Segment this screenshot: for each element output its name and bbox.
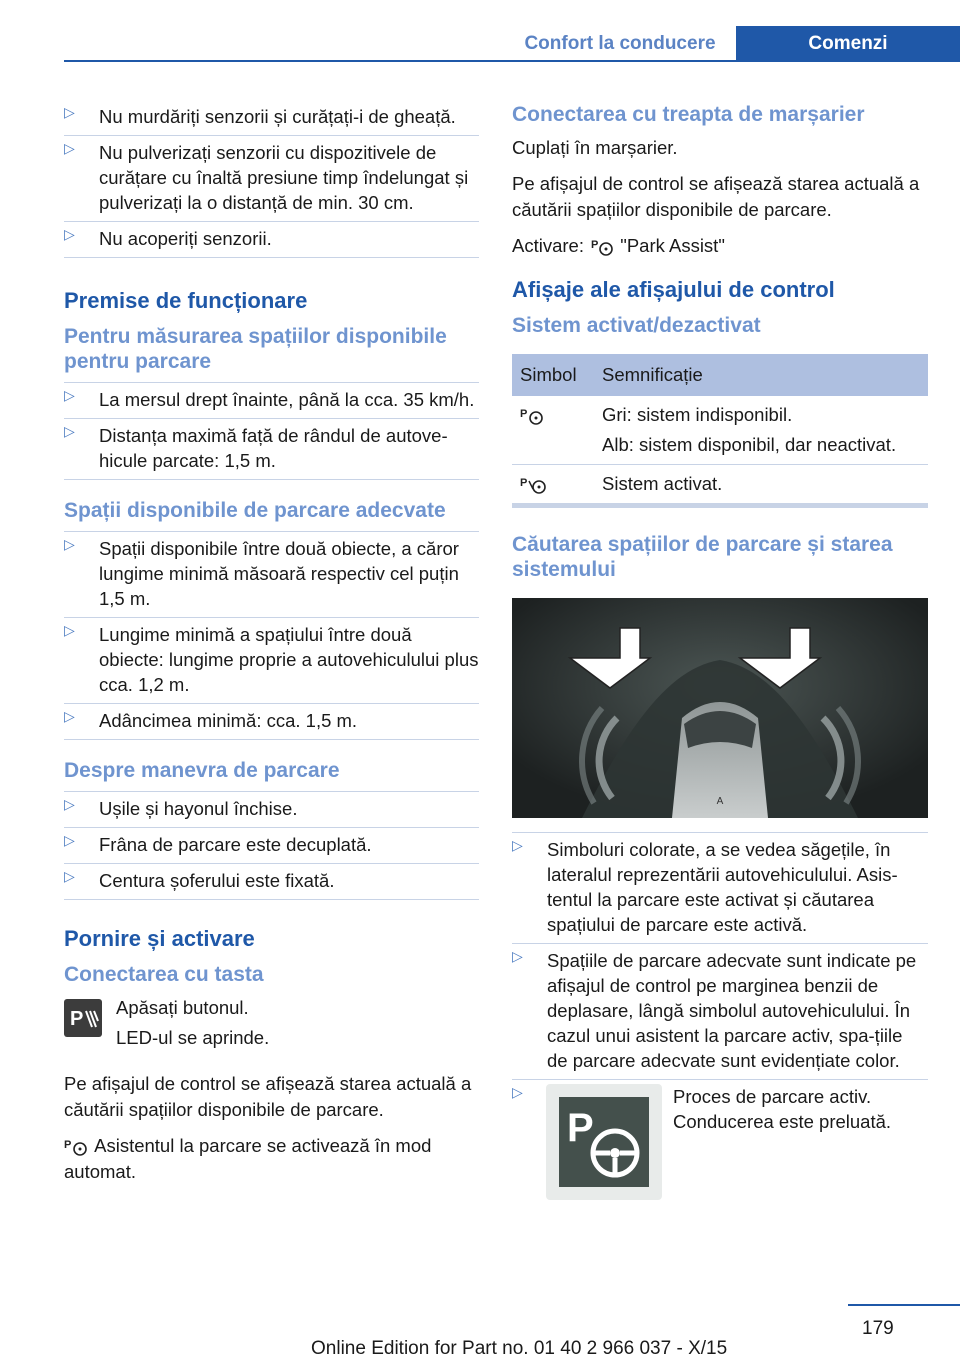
list-item: ▷ Ușile și hayonul închise.	[64, 792, 479, 828]
control-display-image	[512, 598, 928, 818]
list-item: ▷ Nu murdăriți senzorii și curățați-i de gheață.	[64, 100, 479, 136]
heading-masurare: Pentru măsurarea spațiilor disponibile pentru parcare	[64, 325, 447, 373]
list-item: ▷ Spații disponibile între două obiecte, a căror lungime minimă măsoară respectiv cel puțin 1,5 m.	[64, 532, 479, 618]
list-item: ▷ Nu acoperiți senzorii.	[64, 222, 479, 258]
triangle-right-icon: ▷	[512, 1084, 523, 1101]
table-bottom-rule	[512, 504, 928, 508]
para-activare: Activare: P "Park Assist"	[512, 235, 725, 256]
heading-cautarea: Căutarea spațiilor de parcare și starea sistemului	[512, 533, 893, 582]
svg-text:P: P	[64, 1139, 72, 1152]
list-item: ▷ Nu pulverizați senzorii cu dispozitivele de curățare cu înaltă presiune timp îndelungat și pulverizați la o distanță de min. 30 cm.	[64, 136, 479, 222]
para-asistent: P Asistentul la parcare se activează în mod automat.	[64, 1135, 432, 1182]
table-row	[512, 396, 928, 465]
status-list	[512, 832, 928, 1230]
svg-text:P: P	[520, 477, 528, 490]
park-assist-icon	[589, 237, 615, 257]
heading-tasta: Conectarea cu tasta	[64, 963, 264, 986]
svg-text:P: P	[70, 1008, 84, 1030]
list-item: ▷ Distanța maximă față de rândul de autove‐hicule parcate: 1,5 m.	[64, 419, 479, 480]
list-item: ▷ La mersul drept înainte, până la cca. 35 km/h.	[64, 383, 479, 419]
edition-label: Online Edition for Part no. 01 40 2 966 037 - X/15	[311, 1338, 728, 1359]
triangle-right-icon: ▷	[64, 832, 75, 848]
page-header	[0, 0, 960, 62]
list-item: ▷ Lungime minimă a spațiului între două obiecte: lungime proprie a autovehiculului plus cca. 1,2 m.	[64, 618, 479, 704]
table-header-simbol: Simbol	[512, 354, 594, 396]
header-chapter-tab[interactable]: Comenzi	[736, 26, 960, 62]
triangle-right-icon: ▷	[64, 140, 75, 156]
heading-manevra: Despre manevra de parcare	[64, 759, 340, 782]
spaces-list	[64, 531, 479, 740]
heading-afisaje: Afișaje ale afișajului de control	[512, 277, 835, 302]
para-afisaj: Pe afișajul de control se afișează starea actuală a căutării spațiilor disponibile de parcare.	[64, 1073, 472, 1120]
park-assist-icon	[520, 406, 546, 426]
heading-treapta: Conectarea cu treapta de marșarier	[512, 103, 865, 126]
button-instruction	[64, 995, 479, 1053]
table-row	[512, 465, 928, 504]
sensor-care-list	[64, 100, 479, 258]
parking-active-line1: Proces de parcare activ.	[673, 1086, 872, 1108]
svg-text:P: P	[591, 239, 599, 252]
maneuver-list	[64, 791, 479, 900]
list-item: ▷ Adâncimea minimă: cca. 1,5 m.	[64, 704, 479, 740]
para-cuplati: Cuplați în marșarier.	[512, 137, 678, 158]
park-assist-active-icon	[520, 475, 546, 495]
measurement-list	[64, 382, 479, 480]
table-header-row	[512, 354, 928, 396]
right-column	[512, 100, 928, 1230]
triangle-right-icon: ▷	[64, 796, 75, 812]
table-cell-symbol	[512, 465, 594, 504]
triangle-right-icon: ▷	[512, 837, 523, 854]
triangle-right-icon: ▷	[64, 622, 75, 638]
tasta-line2: LED-ul se aprinde.	[116, 1027, 270, 1048]
footer-divider	[848, 1304, 960, 1306]
table-cell-symbol	[512, 396, 594, 465]
header-section-tab[interactable]: Confort la conducere	[524, 33, 716, 54]
triangle-right-icon: ▷	[64, 423, 75, 439]
triangle-right-icon: ▷	[64, 104, 75, 120]
heading-sistem: Sistem activat/dezactivat	[512, 314, 761, 337]
triangle-right-icon: ▷	[64, 226, 75, 242]
parking-active-line2: Conducerea este preluată.	[673, 1111, 892, 1133]
table-header-semnificatie: Semnificație	[594, 354, 928, 396]
list-item: ▷ Spațiile de parcare adecvate sunt indicate pe afișajul de control pe marginea benzii de deplasare, lângă simbolul autovehiculului. În cazul unui asistent la parcare activ, spa‐țiile de parcare adecvate sunt evidențiate color.	[512, 944, 928, 1080]
header-divider	[64, 60, 960, 62]
table-cell-meaning: Gri: sistem indisponibil. Alb: sistem disponibil, dar neactivat.	[594, 396, 928, 465]
heading-spatii: Spații disponibile de parcare adecvate	[64, 499, 446, 522]
svg-text:A: A	[716, 796, 724, 808]
list-item: ▷ Simboluri colorate, a se vedea săgețile, în lateralul reprezentării autovehiculului. Asis‐tentul la parcare este activat și căutarea spațiului de parcare este activă.	[512, 833, 928, 944]
svg-text:P: P	[520, 408, 528, 421]
triangle-right-icon: ▷	[512, 948, 523, 965]
page-number: 179	[862, 1318, 894, 1339]
park-assist-icon	[64, 1137, 90, 1157]
list-item: ▷ Frâna de parcare este decuplată.	[64, 828, 479, 864]
triangle-right-icon: ▷	[64, 708, 75, 724]
symbol-table	[512, 354, 928, 504]
parking-active-icon	[546, 1084, 662, 1200]
table-cell-meaning: Sistem activat.	[594, 465, 928, 504]
triangle-right-icon: ▷	[64, 387, 75, 403]
park-assist-button-icon	[64, 999, 102, 1037]
para-afisaj-right: Pe afișajul de control se afișează starea actuală a căutării spațiilor disponibile de parcare.	[512, 173, 920, 220]
left-column	[64, 100, 479, 1195]
triangle-right-icon: ▷	[64, 536, 75, 552]
heading-premise: Premise de funcționare	[64, 288, 308, 313]
list-item: ▷ Centura șoferului este fixată.	[64, 864, 479, 900]
triangle-right-icon: ▷	[64, 868, 75, 884]
svg-text:P: P	[567, 1106, 594, 1151]
list-item-parking-active	[512, 1080, 928, 1230]
tasta-line1: Apăsați butonul.	[116, 997, 249, 1018]
heading-pornire: Pornire și activare	[64, 926, 255, 951]
